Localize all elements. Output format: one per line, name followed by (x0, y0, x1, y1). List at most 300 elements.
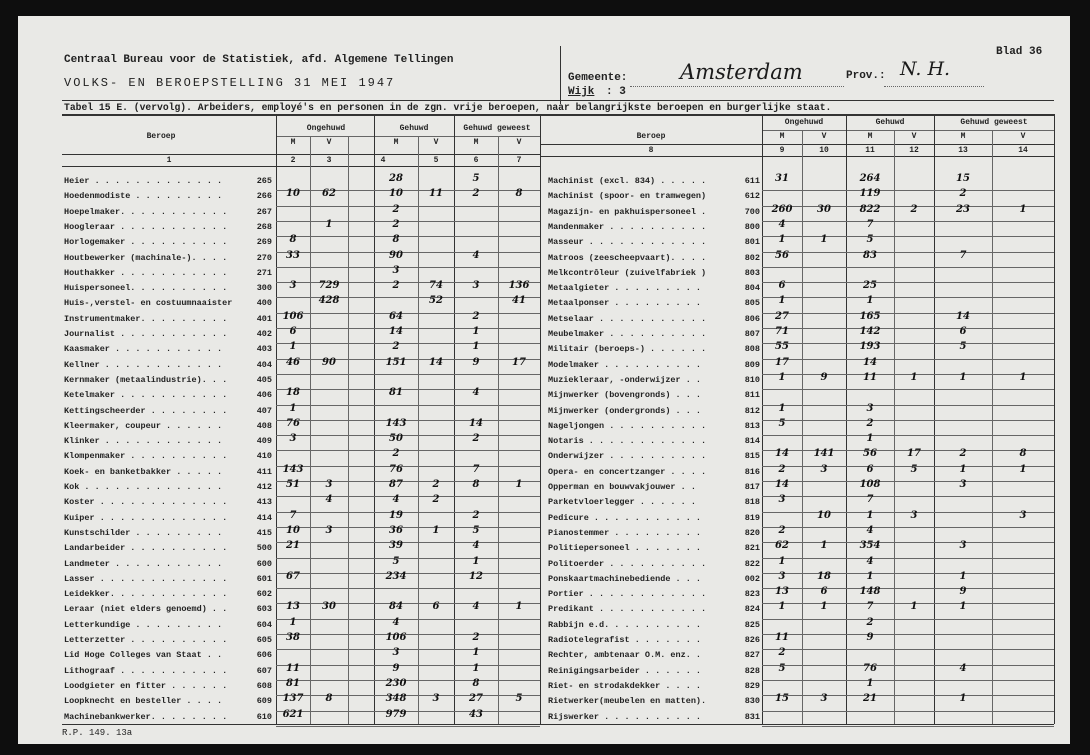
right-row-code: 820 (744, 527, 760, 538)
left-gehuwd-header: Gehuwd (399, 124, 429, 133)
left-row-name: Klompenmaker . . . . . . . . . . (64, 451, 228, 462)
right-row-name: Modelmaker . . . . . . . . . . (548, 359, 702, 370)
left-row-code: 271 (256, 267, 272, 278)
left-row-value: 1 (289, 341, 297, 353)
left-row-name: Journalist . . . . . . . . . . . (64, 329, 228, 339)
rule-line (762, 711, 1054, 712)
left-row-value: 38 (286, 632, 300, 643)
right-row-value: 30 (817, 203, 831, 215)
left-row-value: 5 (392, 555, 400, 567)
left-row-code: 415 (256, 527, 272, 538)
left-row-value: 4 (472, 387, 480, 399)
left-row-name: Houtbewerker (machinale-). . . . (64, 252, 228, 263)
left-row-value: 3 (325, 524, 333, 536)
rule-line (276, 374, 540, 375)
right-row-code: 809 (744, 359, 760, 370)
left-row-code: 602 (256, 589, 272, 600)
right-row-value: 6 (959, 326, 967, 337)
left-row-name: Kok . . . . . . . . . . . . . . (64, 482, 223, 492)
left-column-number: 1 (166, 156, 172, 165)
left-row-value: 2 (472, 632, 480, 643)
rule-line (762, 680, 1054, 681)
right-row-value: 1 (866, 509, 874, 521)
left-row-value: 28 (389, 173, 403, 184)
left-row-value: 4 (472, 540, 480, 552)
rule-line (762, 282, 1054, 283)
right-row-value: 3 (959, 540, 967, 552)
right-row-code: 803 (744, 267, 760, 278)
right-row-value: 4 (866, 555, 874, 567)
right-column-number: 8 (648, 146, 654, 155)
right-row-name: Metaalponser . . . . . . . . . (548, 298, 702, 309)
left-row-value: 90 (389, 249, 403, 261)
right-row-code: 611 (744, 176, 760, 186)
prov-label: Prov.: (846, 70, 886, 82)
form-number: R.P. 149. 13a (62, 728, 133, 738)
right-row-name: Opperman en bouwvakjouwer . . (548, 482, 696, 492)
right-row-value: 193 (859, 341, 881, 353)
left-row-name: Lid Hoge Colleges van Staat . . (64, 650, 223, 661)
right-row-value: 2 (778, 463, 786, 475)
left-row-name: Landmeter . . . . . . . . . . . (64, 558, 223, 569)
right-row-code: 822 (744, 558, 760, 569)
right-row-value: 1 (910, 371, 918, 383)
rule-line (1054, 114, 1055, 724)
left-row-name: Hoepelmaker. . . . . . . . . . . (64, 206, 228, 217)
right-row-value: 3 (820, 463, 828, 475)
left-row-value: 4 (392, 494, 400, 506)
left-row-code: 268 (256, 221, 272, 232)
left-row-value: 1 (515, 601, 523, 613)
right-row-value: 1 (820, 540, 828, 552)
right-row-value: 10 (817, 509, 831, 521)
left-row-value: 1 (472, 555, 480, 567)
left-column-number: 7 (516, 156, 522, 165)
rule-line (762, 527, 1054, 528)
left-row-value: 5 (515, 693, 523, 705)
left-row-code: 410 (256, 451, 272, 462)
right-row-code: 829 (744, 680, 760, 691)
left-column-number: 2 (290, 156, 296, 165)
right-row-name: Meubelmaker . . . . . . . . . . (548, 329, 707, 339)
right-row-value: 17 (775, 356, 789, 368)
left-row-value: 87 (389, 479, 403, 490)
left-row-value: 2 (392, 218, 400, 230)
right-row-code: 823 (744, 589, 760, 600)
right-row-value: 1 (778, 371, 786, 383)
right-row-value: 1 (959, 371, 967, 383)
right-column-number: 11 (865, 146, 875, 155)
right-row-name: Masseur . . . . . . . . . . . . (548, 237, 707, 248)
left-row-code: 412 (256, 482, 272, 492)
rule-line (762, 328, 1054, 329)
rule-line (762, 619, 1054, 620)
right-row-value: 9 (959, 586, 967, 598)
left-row-code: 607 (256, 665, 272, 676)
right-row-name: Portier . . . . . . . . . . . . (548, 589, 707, 600)
left-row-value: 67 (286, 570, 300, 582)
right-gehuwd-header: Gehuwd (875, 118, 905, 127)
right-row-code: 813 (744, 420, 760, 431)
left-row-code: 601 (256, 573, 272, 584)
left-sex-header: V (516, 138, 522, 147)
right-row-code: 812 (744, 405, 760, 416)
right-row-value: 6 (866, 463, 874, 475)
rule-line (62, 166, 540, 167)
rule-line (276, 405, 540, 406)
right-row-code: 816 (744, 466, 760, 477)
right-row-value: 5 (910, 463, 918, 475)
left-row-value: 1 (472, 341, 480, 353)
left-row-value: 3 (472, 280, 480, 292)
right-row-value: 7 (866, 494, 874, 506)
right-row-value: 17 (907, 448, 921, 460)
right-row-value: 14 (775, 479, 789, 490)
left-row-value: 76 (389, 463, 403, 475)
rule-line (276, 136, 540, 137)
right-row-code: 700 (744, 206, 760, 217)
left-row-value: 1 (472, 662, 480, 674)
left-row-value: 11 (286, 662, 300, 674)
left-row-value: 1 (472, 326, 480, 337)
left-row-value: 41 (512, 295, 526, 307)
rule-line (762, 313, 1054, 314)
right-row-value: 71 (775, 326, 789, 337)
left-sex-header: V (433, 138, 439, 147)
right-row-name: Mandenmaker . . . . . . . . . . (548, 221, 707, 232)
rule-line (540, 144, 1054, 145)
right-row-value: 5 (866, 234, 874, 246)
right-row-code: 818 (744, 497, 760, 508)
right-row-value: 13 (775, 586, 789, 598)
left-row-value: 2 (472, 433, 480, 445)
rule-line (62, 154, 540, 155)
right-row-value: 142 (859, 326, 881, 337)
right-row-value: 1 (866, 570, 874, 582)
right-row-value: 1 (1019, 203, 1027, 215)
right-row-code: 824 (744, 604, 760, 615)
left-row-value: 14 (429, 356, 443, 368)
left-row-value: 7 (289, 509, 297, 521)
left-row-value: 3 (289, 433, 297, 445)
rule-line (276, 588, 540, 589)
right-row-value: 55 (775, 341, 789, 353)
right-row-name: Politoerder . . . . . . . . . . (548, 558, 707, 569)
left-row-value: 3 (289, 280, 297, 292)
right-row-value: 3 (910, 509, 918, 521)
rule-line (276, 726, 540, 727)
left-row-name: Letterkundige . . . . . . . . . (64, 619, 223, 630)
left-row-code: 267 (256, 206, 272, 217)
right-row-value: 25 (863, 280, 877, 292)
left-row-name: Loodgieter en fitter . . . . . . (64, 680, 228, 691)
right-row-value: 83 (863, 249, 877, 261)
left-row-code: 411 (256, 466, 272, 477)
right-row-name: Parketvloerlegger . . . . . . (548, 497, 696, 508)
left-row-value: 106 (282, 310, 304, 322)
left-row-name: Hoogleraar . . . . . . . . . . . (64, 221, 228, 232)
right-row-name: Rabbijn e.d. . . . . . . . . . (548, 619, 702, 630)
right-row-name: Muziekleraar, -onderwijzer . . (548, 374, 702, 385)
right-row-value: 3 (866, 402, 874, 414)
right-row-code: 807 (744, 329, 760, 339)
right-row-code: 830 (744, 696, 760, 707)
right-beroep-header: Beroep (636, 132, 666, 141)
left-row-code: 406 (256, 390, 272, 401)
rule-line (762, 297, 1054, 298)
left-row-name: Heier . . . . . . . . . . . . . (64, 176, 223, 186)
left-row-value: 4 (325, 494, 333, 506)
left-row-code: 604 (256, 619, 272, 630)
left-row-name: Koek- en banketbakker . . . . . (64, 466, 223, 477)
left-row-code: 606 (256, 650, 272, 661)
left-row-name: Koster . . . . . . . . . . . . . (64, 497, 228, 508)
right-row-code: 825 (744, 619, 760, 630)
left-row-code: 404 (256, 359, 272, 370)
left-row-value: 52 (429, 295, 443, 307)
right-sex-header: V (821, 132, 827, 141)
left-row-name: Kaasmaker . . . . . . . . . . . (64, 344, 223, 355)
right-row-name: Metaalgieter . . . . . . . . . (548, 283, 702, 294)
left-beroep-header: Beroep (146, 132, 176, 141)
rule-line (762, 405, 1054, 406)
right-row-value: 7 (959, 249, 967, 261)
right-row-code: 831 (744, 711, 760, 722)
rule-line (762, 190, 1054, 191)
table-title: Tabel 15 E. (vervolg). Arbeiders, employé's en personen in de zgn. vrije beroepen, naar belangrijkste beroepen en burgerlijke staat. (64, 102, 832, 113)
right-row-value: 354 (859, 540, 881, 552)
right-sex-header: M (779, 132, 785, 141)
left-row-name: Kettingscheerder . . . . . . . . (64, 405, 228, 416)
left-row-value: 46 (286, 356, 300, 368)
rule-line (348, 136, 349, 724)
right-sex-header: V (1020, 132, 1026, 141)
left-sex-header: V (326, 138, 332, 147)
left-row-value: 9 (472, 356, 480, 368)
right-row-value: 260 (771, 203, 793, 215)
left-row-value: 50 (389, 433, 403, 445)
right-row-name: Machinist (spoor- en tramwegen) (548, 191, 707, 202)
rule-line (498, 136, 499, 724)
right-row-name: Notaris . . . . . . . . . . . . (548, 436, 707, 447)
right-row-value: 264 (859, 173, 881, 184)
rule-line (762, 435, 1054, 436)
left-row-name: Letterzetter . . . . . . . . . . (64, 635, 228, 645)
right-row-value: 9 (866, 632, 874, 643)
left-row-code: 405 (256, 374, 272, 385)
right-row-value: 2 (866, 616, 874, 628)
right-row-value: 21 (863, 693, 877, 705)
left-row-code: 409 (256, 436, 272, 447)
left-row-value: 2 (392, 448, 400, 460)
left-row-value: 2 (472, 509, 480, 521)
left-row-code: 413 (256, 497, 272, 508)
left-row-name: Loopknecht en besteller . . . . (64, 696, 223, 707)
right-row-code: 800 (744, 221, 760, 232)
right-row-value: 2 (778, 524, 786, 536)
right-ongehuwd-header: Ongehuwd (784, 118, 824, 127)
right-row-code: 805 (744, 298, 760, 309)
left-row-value: 143 (385, 417, 407, 429)
right-row-code: 804 (744, 283, 760, 294)
left-row-name: Hoedenmodiste . . . . . . . . . (64, 191, 223, 202)
left-row-code: 414 (256, 512, 272, 523)
right-row-name: Militair (beroeps-) . . . . . . (548, 344, 707, 355)
left-row-name: Kuiper . . . . . . . . . . . . . (64, 512, 228, 523)
right-row-value: 1 (959, 601, 967, 613)
right-row-value: 1 (959, 693, 967, 705)
right-row-value: 141 (813, 448, 835, 460)
left-row-name: Kellner . . . . . . . . . . . . (64, 359, 223, 370)
right-row-value: 2 (959, 448, 967, 460)
right-row-value: 56 (775, 249, 789, 261)
rule-line (418, 136, 419, 724)
left-row-name: Huis-,verstel- en costuumnaaister (64, 298, 233, 309)
left-row-code: 403 (256, 344, 272, 355)
right-row-value: 1 (866, 433, 874, 445)
left-row-value: 143 (282, 463, 304, 475)
left-row-code: 400 (256, 298, 272, 309)
right-row-value: 1 (866, 677, 874, 689)
left-sex-header: M (393, 138, 399, 147)
right-column-number: 12 (909, 146, 919, 155)
left-row-value: 1 (472, 647, 480, 659)
right-row-value: 4 (866, 524, 874, 536)
left-row-value: 7 (472, 463, 480, 475)
right-row-value: 11 (775, 632, 789, 643)
left-row-value: 2 (472, 188, 480, 200)
right-row-value: 119 (859, 188, 881, 200)
right-row-value: 1 (820, 234, 828, 246)
left-row-value: 64 (389, 310, 403, 322)
left-row-value: 19 (389, 509, 403, 521)
right-column-number: 10 (819, 146, 829, 155)
rule-line (762, 481, 1054, 482)
right-row-value: 7 (866, 218, 874, 230)
left-row-value: 81 (389, 387, 403, 399)
right-column-number: 13 (958, 146, 968, 155)
left-row-code: 401 (256, 313, 272, 324)
right-row-value: 11 (863, 371, 877, 383)
right-row-name: Mijnwerker (ondergronds) . . . (548, 405, 702, 416)
left-row-code: 402 (256, 329, 272, 339)
right-row-value: 2 (959, 188, 967, 200)
left-row-value: 62 (322, 188, 336, 200)
left-row-value: 36 (389, 524, 403, 536)
right-row-code: 002 (744, 573, 760, 584)
right-row-value: 5 (959, 341, 967, 353)
right-row-value: 108 (859, 479, 881, 490)
left-column-number: 4 (380, 156, 386, 165)
left-row-value: 8 (325, 693, 333, 705)
left-row-value: 151 (385, 356, 407, 368)
left-row-code: 608 (256, 680, 272, 691)
right-row-value: 1 (778, 234, 786, 246)
rule-line (62, 724, 1054, 725)
left-row-name: Kernmaker (metaalindustrie). . . (64, 374, 228, 385)
left-row-value: 27 (469, 693, 483, 705)
right-row-name: Politiepersoneel . . . . . . . (548, 543, 702, 554)
right-row-code: 801 (744, 237, 760, 248)
left-row-code: 500 (256, 543, 272, 554)
right-row-name: Rijswerker . . . . . . . . . . (548, 711, 702, 722)
left-row-code: 269 (256, 237, 272, 248)
rule-line (762, 420, 1054, 421)
right-row-value: 3 (820, 693, 828, 705)
left-row-value: 234 (385, 570, 407, 582)
left-row-value: 39 (389, 540, 403, 552)
left-row-value: 6 (289, 326, 297, 337)
left-row-value: 4 (472, 249, 480, 261)
left-sex-header: M (290, 138, 296, 147)
left-row-value: 1 (515, 479, 523, 490)
right-row-value: 3 (778, 570, 786, 582)
right-row-value: 1 (959, 463, 967, 475)
rule-line (762, 389, 1054, 390)
right-row-value: 3 (959, 479, 967, 490)
left-row-value: 30 (322, 601, 336, 613)
rule-line (762, 726, 1054, 727)
left-column-number: 5 (433, 156, 439, 165)
right-row-name: Mijnwerker (bovengronds) . . . (548, 390, 702, 401)
right-row-value: 1 (910, 601, 918, 613)
right-column-number: 14 (1018, 146, 1028, 155)
left-sex-header: M (473, 138, 479, 147)
blad-label: Blad 36 (996, 46, 1043, 58)
right-row-value: 1 (820, 601, 828, 613)
left-row-code: 408 (256, 420, 272, 431)
right-sex-header: M (867, 132, 873, 141)
census-sheet (18, 16, 1070, 744)
right-row-code: 828 (744, 665, 760, 676)
rule-line (762, 558, 1054, 559)
right-row-code: 826 (744, 635, 760, 645)
right-row-name: Reinigingsarbeider . . . . . . (548, 665, 702, 676)
right-row-code: 815 (744, 451, 760, 462)
left-row-value: 14 (469, 417, 483, 429)
left-row-value: 2 (472, 310, 480, 322)
org-title: Centraal Bureau voor de Statistiek, afd. Algemene Tellingen (64, 54, 454, 66)
right-row-code: 806 (744, 313, 760, 324)
left-row-name: Instrumentmaker. . . . . . . . . (64, 313, 228, 324)
left-gehuwd-geweest-header: Gehuwd geweest (463, 124, 531, 133)
left-row-value: 18 (286, 387, 300, 399)
rule-line (762, 221, 1054, 222)
right-row-value: 165 (859, 310, 881, 322)
right-row-value: 18 (817, 570, 831, 582)
left-row-value: 11 (429, 188, 443, 200)
right-row-value: 62 (775, 540, 789, 552)
left-row-value: 4 (472, 601, 480, 613)
rule-line (762, 252, 1054, 253)
rule-line (762, 634, 1054, 635)
right-row-value: 8 (1019, 448, 1027, 460)
right-row-value: 7 (866, 601, 874, 613)
right-row-code: 817 (744, 482, 760, 492)
rule-line (762, 343, 1054, 344)
left-row-code: 600 (256, 558, 272, 569)
left-row-value: 3 (392, 647, 400, 659)
left-row-code: 609 (256, 696, 272, 707)
left-row-name: Machinebankwerker. . . . . . . . (64, 711, 228, 722)
right-row-name: Ponskaartmachinebediende . . . (548, 573, 702, 584)
left-row-name: Leraar (niet elders genoemd) . . (64, 604, 228, 615)
left-row-value: 84 (389, 601, 403, 613)
right-row-value: 5 (778, 662, 786, 674)
left-row-name: Landarbeider . . . . . . . . . . (64, 543, 228, 554)
right-row-value: 1 (778, 402, 786, 414)
right-row-value: 1 (778, 555, 786, 567)
